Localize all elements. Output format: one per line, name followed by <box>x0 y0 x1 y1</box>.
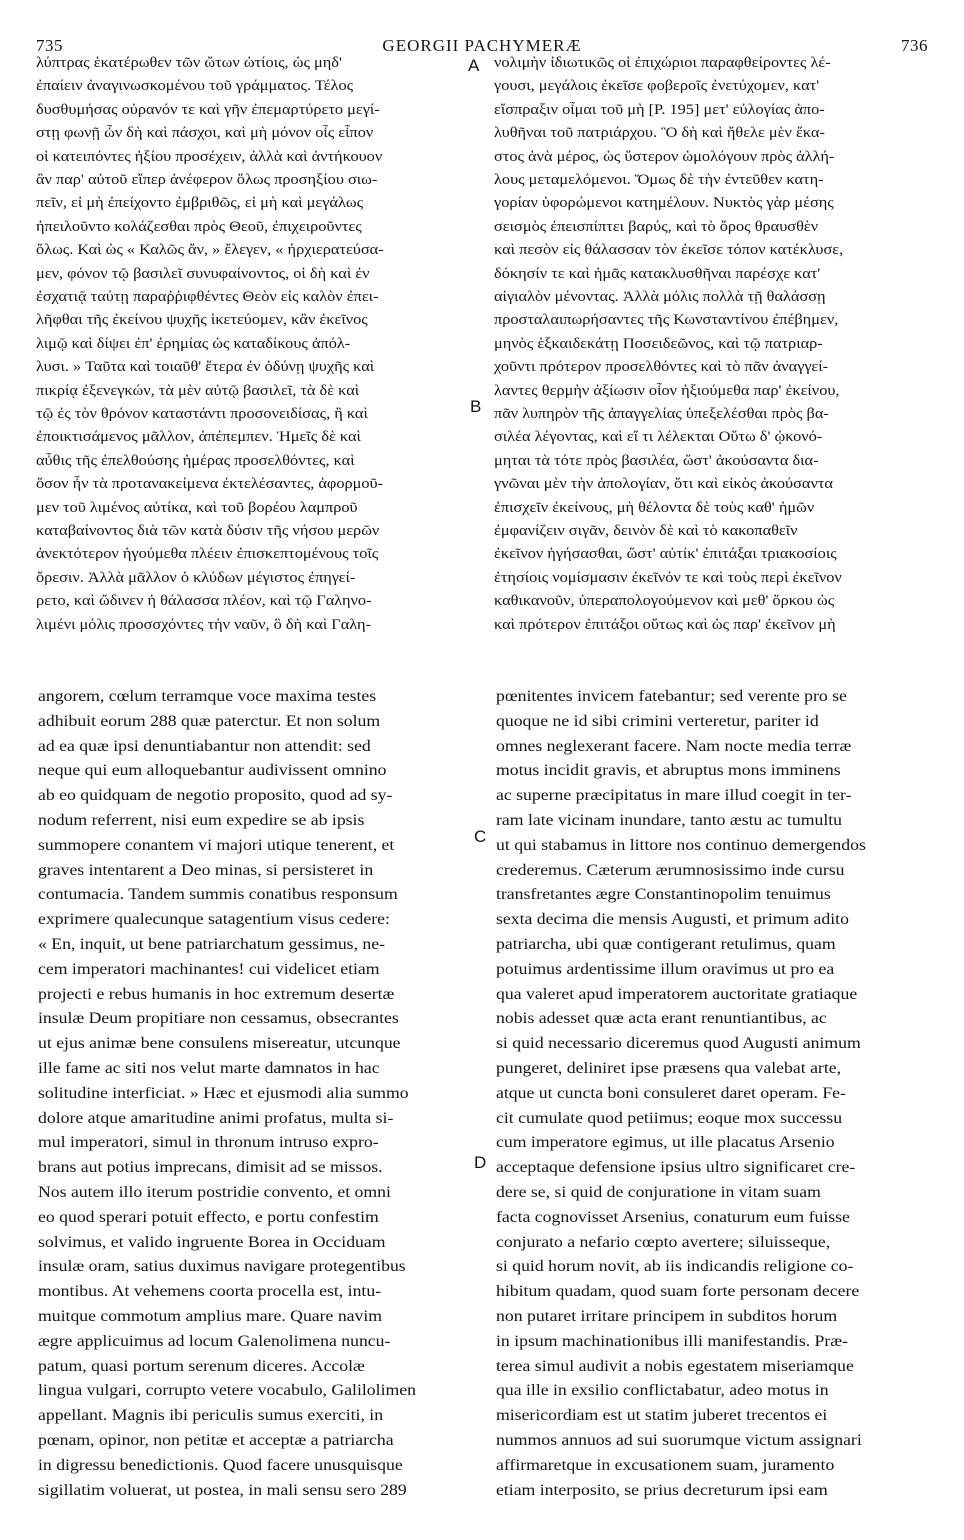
text-line: summopere conantem vi majori utique tenerent, et <box>38 836 395 854</box>
text-line: ram late vicinam inundare, tanto æstu ac tumultu <box>496 812 843 829</box>
margin-marker-c: C <box>474 827 487 846</box>
text-line: appellant. Magnis ibi periculis sumus exerciti, in <box>38 1407 384 1425</box>
text-line: facta cognovisset Arsenius, conaturum eum fuisse <box>496 1208 850 1226</box>
text-line: ἐπισχεῖν ἐκείνους, μὴ θέλοντα δὲ τοὺς καθ' ἡμῶν <box>494 499 815 516</box>
text-line: muitque commotum amplius mare. Quare navim <box>38 1308 383 1325</box>
running-title: GEORGII PACHYMERÆ <box>382 36 582 55</box>
text-line: νολιμὴν ἰδιωτικῶς οἱ ἐπιχώριοι παραφθείροντες λέ- <box>494 55 831 71</box>
text-line: mul imperatori, simul in thronum intruso expro- <box>38 1134 379 1152</box>
text-line: neque qui eum alloquebantur audivissent omnino <box>38 762 387 780</box>
text-line: αἰγιαλὸν μένοντας. Ἀλλὰ μόλις πολλὰ τῇ θαλάσσῃ <box>494 289 826 305</box>
text-line: μεν τοῦ λιμένος αὐτίκα, καὶ τοῦ βορέου λαμπροῦ <box>36 499 358 516</box>
text-line: dolore atque amaritudine animi profatus, multa si- <box>38 1109 394 1127</box>
text-line: εἴσπραξιν οἶμαι τοῦ μὴ [P. 195] μετ' εὐλογίας ἀπο- <box>494 101 825 118</box>
text-line: ἐσχατιᾷ ταύτῃ παραῤῥιφθέντες Θεὸν εἰς καλὸν ἐπει- <box>36 289 379 305</box>
text-line: terea simul audivit a nobis egestatem miseriamque <box>496 1357 854 1375</box>
text-line: ὅλως. Καὶ ὡς « Καλῶς ἄν, » ἔλεγεν, « ἠρχιερατεύσα- <box>36 242 384 259</box>
text-line: ad ea quæ ipsi denuntiabantur non attendit: sed <box>38 737 371 755</box>
text-line: λύπτρας ἑκατέρωθεν τῶν ὤτων ὠτίοις, ὡς μηδ' <box>36 55 342 71</box>
text-line: non putaret irritare principem in subditos horum <box>496 1308 838 1325</box>
text-line: pœnam, opinor, non petitæ et acceptæ a patriarcha <box>38 1432 394 1449</box>
text-line: οἱ κατειπόντες ἠξίου προσέχειν, ἀλλὰ καὶ ἀντήκουον <box>36 148 383 165</box>
text-line: πικρίᾳ ἐξενεγκών, τὰ μὲν αὐτῷ βασιλεῖ, τὰ δὲ καὶ <box>36 382 360 399</box>
margin-marker-a: A <box>468 56 480 75</box>
text-line: λιμῷ καὶ δίψει ἐπ' ἐρημίας ὡς καταδίκους ἀπόλ- <box>36 335 351 352</box>
text-line: patum, quasi portum serenum diceres. Accolæ <box>38 1357 365 1375</box>
text-line: λαντες θερμὴν ἀξίωσιν οἷον ἠξιούμεθα παρ' ἐκείνου, <box>494 382 840 399</box>
text-line: cum imperatore egimus, ut ille placatus Arsenio <box>496 1134 835 1152</box>
text-line: ἐκεῖνον ἡγήσασθαι, ὥστ' αὐτίκ' ἐπιτάξαι τριακοσίοις <box>494 546 837 563</box>
text-line: pœnitentes invicem fatebantur; sed verente pro se <box>496 688 847 705</box>
text-line: λυσι. » Ταῦτα καὶ τοιαῦθ' ἕτερα ἐν ὀδύνῃ ψυχῆς καὶ <box>36 359 375 376</box>
text-line: atque ut cuncta boni consuleret daret operam. Fe- <box>496 1084 846 1102</box>
margin-marker-b: B <box>470 397 482 416</box>
text-line: nodum referrent, nisi eum expedire se ab ipsis <box>38 812 365 829</box>
text-line: γουσι, μεγάλοις ἐκεῖσε φοβεροῖς ἐνετύχομεν, κατ' <box>494 78 820 95</box>
text-line: exprimere qualecunque satagentium visus cedere: <box>38 911 390 929</box>
text-line: λυθῆναι τοῦ πατριάρχου. Ὃ δὴ καὶ ἤθελε μὲν ἕκα- <box>494 125 825 142</box>
text-line: καὶ πεσὸν εἰς θάλασσαν τὸν ἐκεῖσε τόπον κατέκλυσε, <box>494 242 844 259</box>
text-line: cit cumulate quod petiimus; eoque mox successu <box>496 1109 843 1127</box>
text-line: λῆφθαι τῆς ἐκείνου ψυχῆς ἱκετεύομεν, κἂν ἐκεῖνος <box>36 312 368 329</box>
text-line: ἂν παρ' αὐτοῦ εἴπερ ἀνέφερον ὅλως προσηξίου σιω- <box>36 172 378 188</box>
text-line: στῃ φωνῇ ὧν δὴ καὶ πάσχοι, καὶ μὴ μόνον οἷς εἶπον <box>36 125 374 142</box>
text-line: λους μεταμελόμενοι. Ὅμως δὲ τὴν ἐντεῦθεν κατη- <box>494 172 824 188</box>
text-line: acceptaque defensione ipsius ultro significaret cre- <box>496 1159 856 1177</box>
text-line: omnes neglexerant facere. Nam nocte media terræ <box>496 737 852 755</box>
text-line: affirmaretque in excusationem suam, juramento <box>496 1456 835 1474</box>
text-line: conjurato a nefario cœpto avertere; siluisseque, <box>496 1233 831 1251</box>
text-line: motus incidit gravis, et abruptus mons imminens <box>496 762 841 780</box>
text-line: in ipsum machinationibus illi manifestandis. Præ- <box>496 1332 848 1350</box>
text-line: Nos autem illo iterum postridie convento, et omni <box>38 1184 391 1201</box>
left-page-number: 735 <box>36 36 63 55</box>
text-line: ἐπαίειν ἀναγινωσκομένου τοῦ γράμματος. Τέλος <box>36 78 354 95</box>
text-line: χοῦντι πρότερον προσελθόντες καὶ τὸ πᾶν ἀναγγεί- <box>494 359 829 376</box>
text-line: σεισμὸς ἐπεισπίπτει βαρύς, καὶ τὸ ὄρος θραυσθὲν <box>494 218 819 235</box>
text-line: ἀνεκτότερον ἡγούμεθα πλέειν ἐπισκεπτομένους τοῖς <box>36 546 379 563</box>
text-line: τῷ ἐς τὸν θρόνον καταστάντι προσονειδίσας, ἢ καὶ <box>36 406 368 422</box>
text-line: potuimus ardentissime illum oravimus ut pro ea <box>496 960 835 978</box>
text-line: adhibuit eorum 288 quæ paterctur. Et non solum <box>38 712 381 730</box>
text-line: nummos annuos ad sui suorumque victum assignari <box>496 1432 862 1449</box>
text-line: δυσθυμήσας οὐρανόν τε καὶ γῆν ἐπεμαρτύρετο μεγί- <box>36 101 380 118</box>
text-line: si quid necessario diceremus quod Augusti animum <box>496 1035 861 1053</box>
text-line: cem imperatori machinantes! cui videlicet etiam <box>38 960 380 978</box>
text-line: eo quod sperari potuit effecto, e portu confestim <box>38 1208 379 1226</box>
text-line: ille fame ac siti nos velut marte damnatos in hac <box>38 1060 380 1077</box>
text-line: ac superne præcipitatus in mare illud coegit in ter- <box>496 787 852 805</box>
text-line: qua ille in exsilio conflictabatur, adeo motus in <box>496 1382 829 1400</box>
margin-marker-d: D <box>474 1153 487 1172</box>
text-line: contumacia. Tandem summis conatibus responsum <box>38 886 398 904</box>
text-line: montibus. At vehemens coorta procella est, intu- <box>38 1283 382 1301</box>
text-line: pungeret, deliniret ipse præsens qua valebat arte, <box>496 1060 842 1077</box>
text-line: ægre applicuimus ad locum Galenolimena nuncu- <box>38 1332 391 1350</box>
text-line: μηνὸς ἑξκαιδεκάτῃ Ποσειδεῶνος, καὶ τῷ πατριαρ- <box>494 335 823 352</box>
text-line: projecti e rebus humanis in hoc extremum desertæ <box>38 985 395 1003</box>
text-line: misericordiam est ut statim juberet trecentos ei <box>496 1407 828 1425</box>
text-line: etiam interposito, se prius decreturum ipsi eam <box>496 1481 828 1499</box>
text-line: γορίαν ὑφορώμενοι κατημέλουν. Νυκτὸς γὰρ μέσης <box>494 195 834 212</box>
text-line: lingua vulgari, corrupto vetere vocabulo, Galilolimen <box>38 1382 416 1400</box>
text-line: in digressu benedictionis. Quod facere unusquisque <box>38 1456 403 1474</box>
text-line: λιμένι μόλις προσσχόντες τὴν ναῦν, ὃ δὴ καὶ Γαλη- <box>36 616 372 633</box>
text-line: si quid horum novit, ab iis indicandis religione co- <box>496 1258 854 1276</box>
text-line: ρετο, καὶ ὤδινεν ἡ θάλασσα πλέον, καὶ τῷ Γαληνο- <box>36 593 372 610</box>
text-line: προσταλαιπωρήσαντες τῆς Κωνσταντίνου ἐπέβημεν, <box>494 312 839 329</box>
text-line: sigillatim voluerat, ut postea, in mali sensu sero 289 <box>38 1481 407 1499</box>
text-line: πεῖν, εἰ μὴ ἐπείχοντο ἐμβριθῶς, εἰ μὴ καὶ μεγάλως <box>36 195 364 212</box>
text-line: σιλέα λέγοντας, καὶ εἴ τι λέλεκται Οὕτω δ' ᾠκονό- <box>494 429 823 446</box>
text-line: ἐποικτισάμενος μᾶλλον, ἀπέπεμπεν. Ἡμεῖς δὲ καὶ <box>36 429 361 446</box>
text-line: insulæ Deum propitiare non cessamus, obsecrantes <box>38 1010 399 1028</box>
text-line: qua valeret apud imperatorem auctoritate gratiaque <box>496 985 858 1003</box>
text-line: ut qui stabamus in littore nos continuo demergendos <box>496 836 866 854</box>
text-line: ὄρεσιν. Ἀλλὰ μᾶλλον ὁ κλύδων μέγιστος ἐπηγεί- <box>36 569 356 586</box>
text-line: brans aut potius imprecans, dimisit ad se missos. <box>38 1159 383 1177</box>
text-line: καταβαίνοντος διὰ τῶν κατὰ δύσιν τῆς νήσου μερῶν <box>36 523 380 539</box>
text-line: στος ἀνὰ μέρος, ὡς ὕστερον ὡμολόγουν πρὸς ἀλλή- <box>494 148 835 165</box>
text-line: crederemus. Cæterum ærumnosissimo inde cursu <box>496 861 845 879</box>
text-line: γνῶναι μὲν τὴν ἀπολογίαν, ὅτι καὶ εἰκὸς ἀκούσαντα <box>494 476 833 493</box>
text-line: « En, inquit, ut bene patriarchatum gessimus, ne- <box>38 936 386 953</box>
text-line: dere se, si quid de conjuratione in vitam suam <box>496 1184 821 1201</box>
text-line: sexta decima die mensis Augusti, et primum adito <box>496 911 849 929</box>
text-line: quoque ne id sibi crimini verteretur, pariter id <box>496 712 819 730</box>
text-line: καὶ πρότερον ἐπιτάξοι οὕτως καὶ ὡς παρ' ἐκεῖνον μὴ <box>494 616 836 633</box>
text-line: ὅσον ἦν τὰ προτανακείμενα ἐκτελέσαντες, ἀφορμοῦ- <box>36 476 384 493</box>
text-line: ab eo quidquam de negotio proposito, quod ad sy- <box>38 787 393 805</box>
text-line: μεν, φόνον τῷ βασιλεῖ συνυφαίνοντος, οἱ δὴ καὶ ἐν <box>36 265 370 282</box>
text-line: ἠπειλοῦντο κολάζεσθαι πρὸς Θεοῦ, ἐπιχειροῦντες <box>36 218 362 235</box>
text-line: καθικανοῦν, ὑπεραπολογούμενον καὶ μεθ' ὅρκου ὡς <box>494 593 835 610</box>
text-line: insulæ oram, satius duximus navigare protegentibus <box>38 1258 406 1276</box>
text-line: angorem, cœlum terramque voce maxima testes <box>38 688 377 705</box>
text-line: nobis adesset quæ acta erant renuntiantibus, ac <box>496 1010 827 1028</box>
text-line: πᾶν λυπηρὸν τῆς ἀπαγγελίας ὑπεξελέσθαι πρὸς βα- <box>494 406 829 422</box>
text-line: patriarcha, ubi quæ contigerant retulimus, quam <box>496 936 836 953</box>
right-page-number: 736 <box>901 36 928 55</box>
text-line: transfretantes ægre Constantinopolim tenuimus <box>496 886 831 904</box>
text-line: μηται τὰ τότε πρὸς βασιλέα, ὥστ' ἀκούσαντα δια- <box>494 452 819 469</box>
text-line: ut ejus animæ bene consulens misereatur, utcunque <box>38 1035 401 1053</box>
text-line: graves intentarent a Deo minas, si persisteret in <box>38 861 374 879</box>
text-line: ἐμφανίζειν σιγᾶν, δεινὸν δὲ καὶ τὸ κακοπαθεῖν <box>494 523 798 539</box>
text-line: hibitum quadam, quod suam forte personam decere <box>496 1283 860 1301</box>
text-line: δόκησίν τε καὶ ἡμᾶς κατακλυσθῆναι παρέσχε κατ' <box>494 265 821 282</box>
text-line: ἐτησίοις νομίσμασιν ἐκεῖνόν τε καὶ τοὺς περὶ ἐκεῖνον <box>494 569 842 586</box>
text-line: αὖθις τῆς ἐπελθούσης ἡμέρας προσελθόντες, καὶ <box>36 452 355 469</box>
text-line: solvimus, et valido ingruente Borea in Occiduam <box>38 1233 386 1251</box>
text-line: solitudine interficiat. » Hæc et ejusmodi alia summo <box>38 1084 409 1102</box>
